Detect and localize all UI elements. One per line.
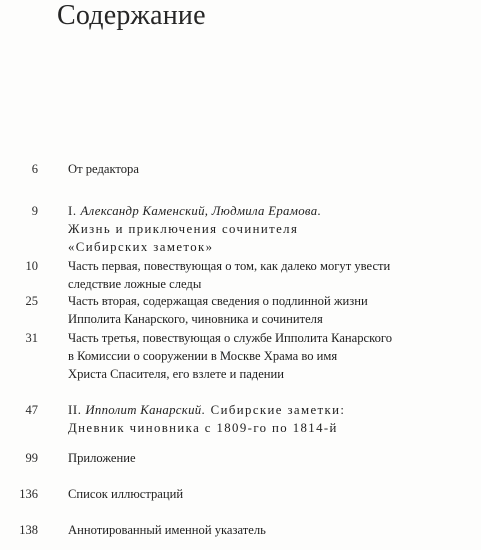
page-number: 10 — [25, 259, 38, 273]
entry-title: I. Александр Каменский, Людмила Ерамова. Жизнь и приключения сочинителя «Сибирских заметок» — [68, 202, 473, 257]
entry-title: Часть третья, повествующая о службе Ипполита Канарского в Комиссии о сооружении в Москве Храма во имя Христа Спасителя, его взлете и падении — [68, 331, 393, 382]
page-number: 31 — [25, 331, 38, 345]
page-number: 138 — [19, 523, 38, 537]
page-number: 25 — [25, 294, 38, 308]
page-number: 6 — [31, 162, 38, 176]
entry-title: От редактора — [68, 162, 139, 176]
entry-title: Часть вторая, содержащая сведения о подлинной жизни Ипполита Канарского, чиновника и сочинителя — [68, 294, 368, 327]
entry-authors: Ипполит Канарский — [85, 403, 202, 417]
page-title: Содержание — [57, 0, 206, 31]
entry-author-line: I. Александр Каменский, Людмила Ерамова. — [68, 204, 322, 218]
page-number: 99 — [25, 451, 38, 465]
page-number: 9 — [31, 204, 38, 218]
entry-title: II. Ипполит Канарский. Сибирские заметки: Дневник чиновника с 1809-го по 1814-й — [68, 401, 473, 437]
entry-author-line: II. Ипполит Канарский. Сибирские заметки: — [68, 403, 346, 417]
entry-title: Аннотированный именной указатель — [68, 523, 266, 537]
entry-title: Часть первая, повествующая о том, как далеко могут увести следствие ложные следы — [68, 259, 391, 292]
page-number: 47 — [25, 403, 38, 417]
entry-title: Приложение — [68, 451, 136, 465]
entry-authors: Александр Каменский, Людмила Ерамова — [80, 204, 318, 218]
page-number: 136 — [19, 487, 38, 501]
entry-title: Список иллюстраций — [68, 487, 184, 501]
